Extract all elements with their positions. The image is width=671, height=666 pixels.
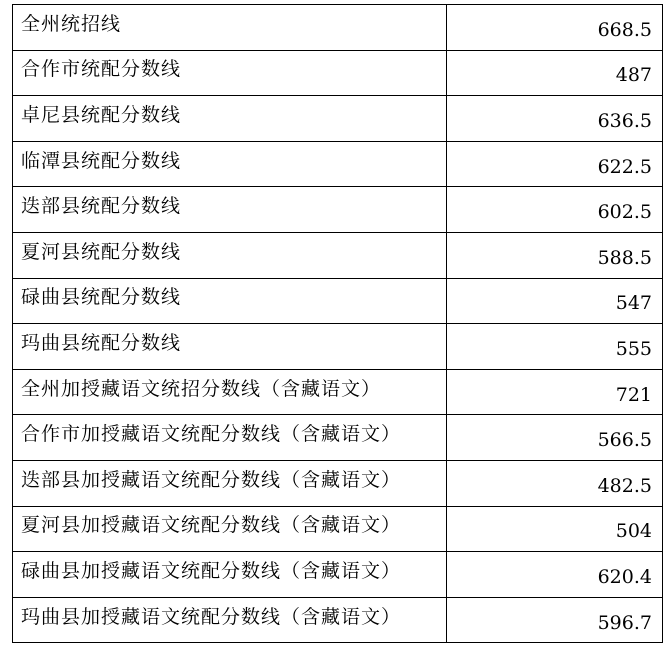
row-label: 全州统招线	[13, 5, 447, 51]
row-score: 596.7	[447, 597, 663, 643]
row-label: 夏河县统配分数线	[13, 232, 447, 278]
table-row	[13, 232, 663, 278]
table-row	[13, 506, 663, 552]
table-row	[13, 415, 663, 461]
row-score: 487	[447, 50, 663, 96]
row-label: 夏河县加授藏语文统配分数线（含藏语文）	[13, 506, 447, 552]
score-line-table-body	[13, 5, 663, 643]
row-score: 602.5	[447, 187, 663, 233]
row-label: 碌曲县统配分数线	[13, 278, 447, 324]
row-label: 迭部县加授藏语文统配分数线（含藏语文）	[13, 460, 447, 506]
row-score: 547	[447, 278, 663, 324]
row-score: 620.4	[447, 552, 663, 598]
table-row	[13, 50, 663, 96]
row-label: 合作市加授藏语文统配分数线（含藏语文）	[13, 415, 447, 461]
table-row	[13, 324, 663, 370]
row-label: 临潭县统配分数线	[13, 141, 447, 187]
row-label: 玛曲县统配分数线	[13, 324, 447, 370]
row-label: 卓尼县统配分数线	[13, 96, 447, 142]
row-label: 合作市统配分数线	[13, 50, 447, 96]
row-score: 721	[447, 369, 663, 415]
table-row	[13, 552, 663, 598]
row-label: 迭部县统配分数线	[13, 187, 447, 233]
table-row	[13, 460, 663, 506]
row-score: 566.5	[447, 415, 663, 461]
row-score: 636.5	[447, 96, 663, 142]
table-row	[13, 597, 663, 643]
row-label: 全州加授藏语文统招分数线（含藏语文）	[13, 369, 447, 415]
row-score: 622.5	[447, 141, 663, 187]
table-row	[13, 187, 663, 233]
row-score: 482.5	[447, 460, 663, 506]
score-line-table	[12, 4, 663, 643]
row-score: 668.5	[447, 5, 663, 51]
table-row	[13, 96, 663, 142]
row-label: 碌曲县加授藏语文统配分数线（含藏语文）	[13, 552, 447, 598]
row-label: 玛曲县加授藏语文统配分数线（含藏语文）	[13, 597, 447, 643]
table-row	[13, 141, 663, 187]
row-score: 555	[447, 324, 663, 370]
table-row	[13, 5, 663, 51]
table-row	[13, 369, 663, 415]
row-score: 504	[447, 506, 663, 552]
row-score: 588.5	[447, 232, 663, 278]
table-row	[13, 278, 663, 324]
